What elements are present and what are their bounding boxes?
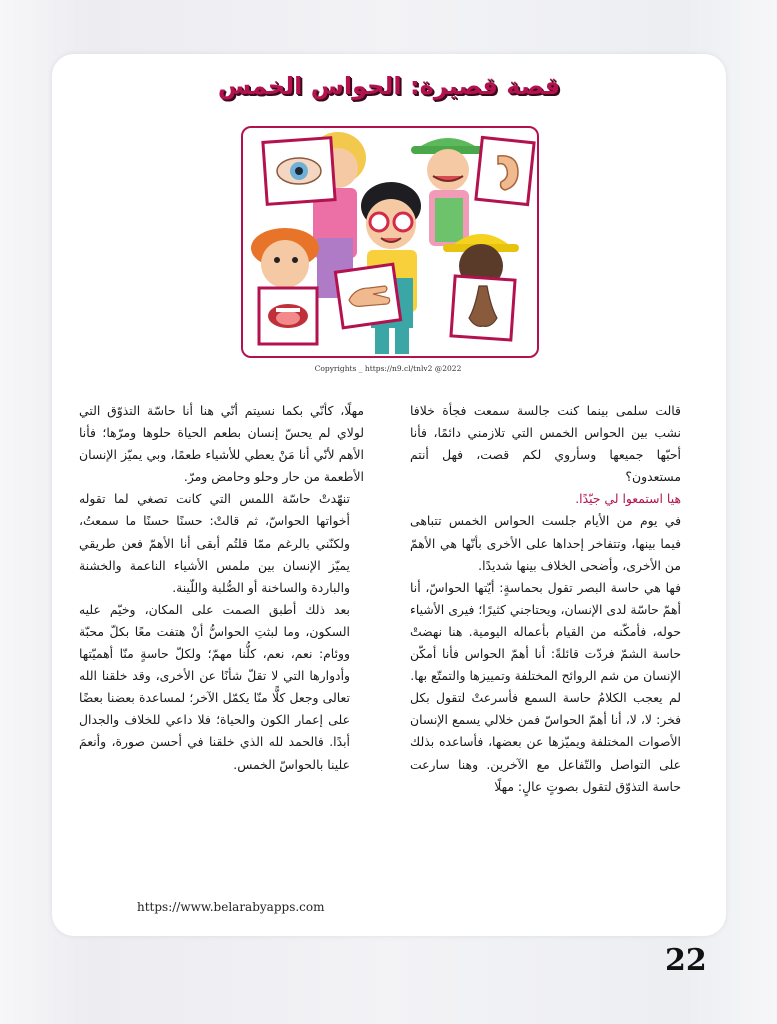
highlight-paragraph: هيا استمعوا لي جيّدًا. [575, 491, 681, 507]
mouth-card [259, 288, 317, 344]
paragraph: فها هي حاسة البصر تقول بحماسةٍ: أيّتها الحواسّ، أنا أهمّ حاسّة لدى الإنسان، ويحتاجني كثيرًا؛ فيرى الأشياء حوله، فأمكّنه من القيام بأعماله اليومية. هنا نهضتْ حاسة الشمّ فردّت قائلةً: أنا أهمّ الحواس فأنا أمكّن الإنسان من شم الروائح المختلفة وتمييزها والتمتّع بها. [410, 579, 681, 684]
hand-card [335, 264, 400, 328]
five-senses-illustration [243, 128, 537, 356]
child-mouth [251, 228, 319, 288]
mouth-icon [268, 304, 308, 328]
ear-card [476, 137, 534, 204]
illustration-frame [241, 126, 539, 358]
story-column-right [410, 400, 695, 798]
paragraph: مهلًا، كأنّي بكما نسيتم أنّي هنا أنا حاسّة التذوّق التي لولاي لم يحسّ إنسان بطعم الحياة حلوها ومرّها؛ فأنا الأهم لأنّي أنا مَنْ يعطي للأشياء طعمًا، وبي يميّز الإنسان الأطعمة من حار وحلو وحامض ومرّ. [79, 403, 364, 485]
page-title: قصة قصيرة: الحواس الخمس [217, 72, 561, 100]
eye-card [263, 138, 335, 205]
page-number: 22 [665, 943, 707, 978]
nose-card [451, 276, 515, 340]
child-ear [411, 138, 485, 246]
image-copyright: Copyrights _ https://n9.cl/tnlv2 @2022 [314, 364, 462, 373]
paragraph: بعد ذلك أطبق الصمت على المكان، وخيّم عليه السكون، وما لبثتِ الحواسُّ أنْ هتفت معًا بكلّ محبّة ووئام: نعم، نعم، كلُّنا مهمّ؛ ولكلّ حاسةٍ منّا أهميّتها وأدوارها التي لا تقلّ شأنًا عن الأخرى، وقد خلقنا الله تعالى وجعل كلًّا منّا يكمّل الآخر؛ لمساعدة بعضنا بعضًا على إعمار الكون والحياة؛ فلا داعي للخلاف والجدال أبدًا. فالحمد لله الذي خلقنا في أحسن صورة، وأنعمَ علينا بالحواسّ الخمس. [79, 601, 350, 772]
website-link[interactable]: https://www.belarabyapps.com [137, 900, 325, 914]
story-column-left [79, 400, 364, 776]
eye-icon [277, 158, 321, 184]
paragraph: قالت سلمى بينما كنت جالسة سمعت فجأة خلافا نشب بين الحواس الخمس التي تلازمني دائمًا، فأنا أحبّها جميعها وسأروي لكم قصت، فهل أنتم مستعدون؟ [410, 403, 681, 485]
paragraph: لم يعجب الكلامُ حاسة السمع فأسرعتْ لتقول بكل فخر: لا، لا، أنا أهمّ الحواسّ فمن خلالي يسمع الإنسان الأصوات المختلفة ويميّزها عن بعضها، فأساعده بذلك على التواصل والتّفاعل مع الآخرين. وهنا سارعت حاسة التذوّق لتقول بصوتٍ عالٍ: مهلًا [410, 690, 681, 794]
paragraph: تنهّدتْ حاسّة اللمس التي كانت تصغي لما تقوله أخواتها الحواسّ، ثم قالتْ: حسنًا حسنًا ما سمعتُ، ولكنّني بالرغم ممّا قلتُم أبقى أنا الأهمّ فعن طريقي يميّز الإنسان بين ملمس الأشياء الناعمة والخشنة والباردة والساخنة أو الصُّلبة واللّينة. [79, 491, 350, 595]
paragraph: في يوم من الأيام جلست الحواس الخمس تتباهى فيما بينها، وتتفاخر إحداها على الأخرى بأنّها هي الأهمّ من الأخرى، وأضحى الخلاف بينها شديدًا. [410, 513, 681, 573]
